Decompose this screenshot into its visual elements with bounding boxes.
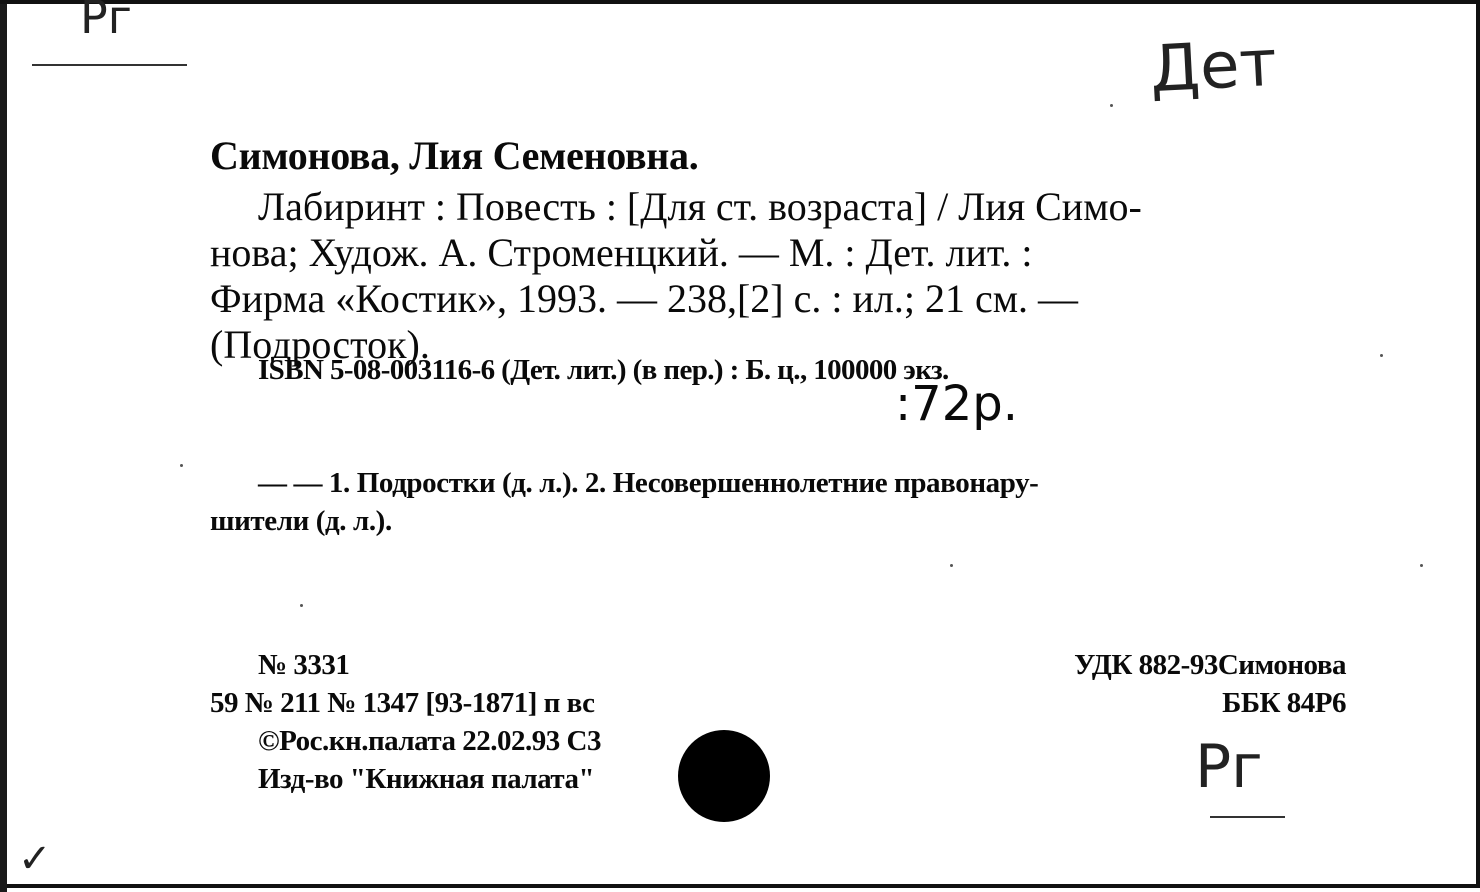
description-line-4: (Подросток). <box>210 322 430 367</box>
imprint-line-4: Изд-во "Книжная палата" <box>258 763 595 795</box>
handwritten-bottom-right-note: Рг <box>1195 732 1263 802</box>
checkmark-icon: ✓ <box>18 836 52 882</box>
isbn-line: ISBN 5-08-003116-6 (Дет. лит.) (в пер.) : Б. ц., 100000 экз. <box>258 354 949 386</box>
description-line-3: Фирма «Костик», 1993. — 238,[2] с. : ил.; 21 см. — <box>210 276 1079 321</box>
card-edge-shadow <box>0 4 7 892</box>
description-line-2: нова; Худож. А. Строменцкий. — М. : Дет. лит. : <box>210 230 1033 275</box>
speck <box>180 464 183 467</box>
imprint-block <box>210 646 601 798</box>
imprint-line-2: 59 № 211 № 1347 [93-1871] п вс <box>210 687 595 719</box>
handwritten-top-left-note: Рг <box>80 0 132 44</box>
udk-code: УДК 882-93Симонова <box>1074 649 1346 681</box>
bibliographic-description <box>210 184 1350 368</box>
classification-block <box>1074 646 1346 722</box>
handwritten-top-right-note: Дет <box>1148 26 1279 108</box>
handwritten-price: :72р. <box>895 376 1018 432</box>
speck <box>950 564 953 567</box>
bbk-code: ББК 84Р6 <box>1222 687 1346 719</box>
handwritten-bottom-underline <box>1210 816 1285 818</box>
author-heading: Симонова, Лия Семеновна. <box>210 133 699 178</box>
speck <box>1110 104 1113 107</box>
subject-headings <box>210 464 1348 540</box>
description-line-1: Лабиринт : Повесть : [Для ст. возраста] / Лия Симо- <box>258 184 1142 229</box>
imprint-line-3: ©Рос.кн.палата 22.02.93 С3 <box>258 725 601 757</box>
subjects-line-1: — — 1. Подростки (д. л.). 2. Несовершеннолетние правонару- <box>258 467 1039 499</box>
speck <box>1420 564 1423 567</box>
imprint-line-1: № 3331 <box>258 649 350 681</box>
ink-blot <box>678 730 770 822</box>
speck <box>1380 354 1383 357</box>
handwritten-underline <box>32 64 187 66</box>
speck <box>300 604 303 607</box>
subjects-line-2: шители (д. л.). <box>210 505 392 537</box>
